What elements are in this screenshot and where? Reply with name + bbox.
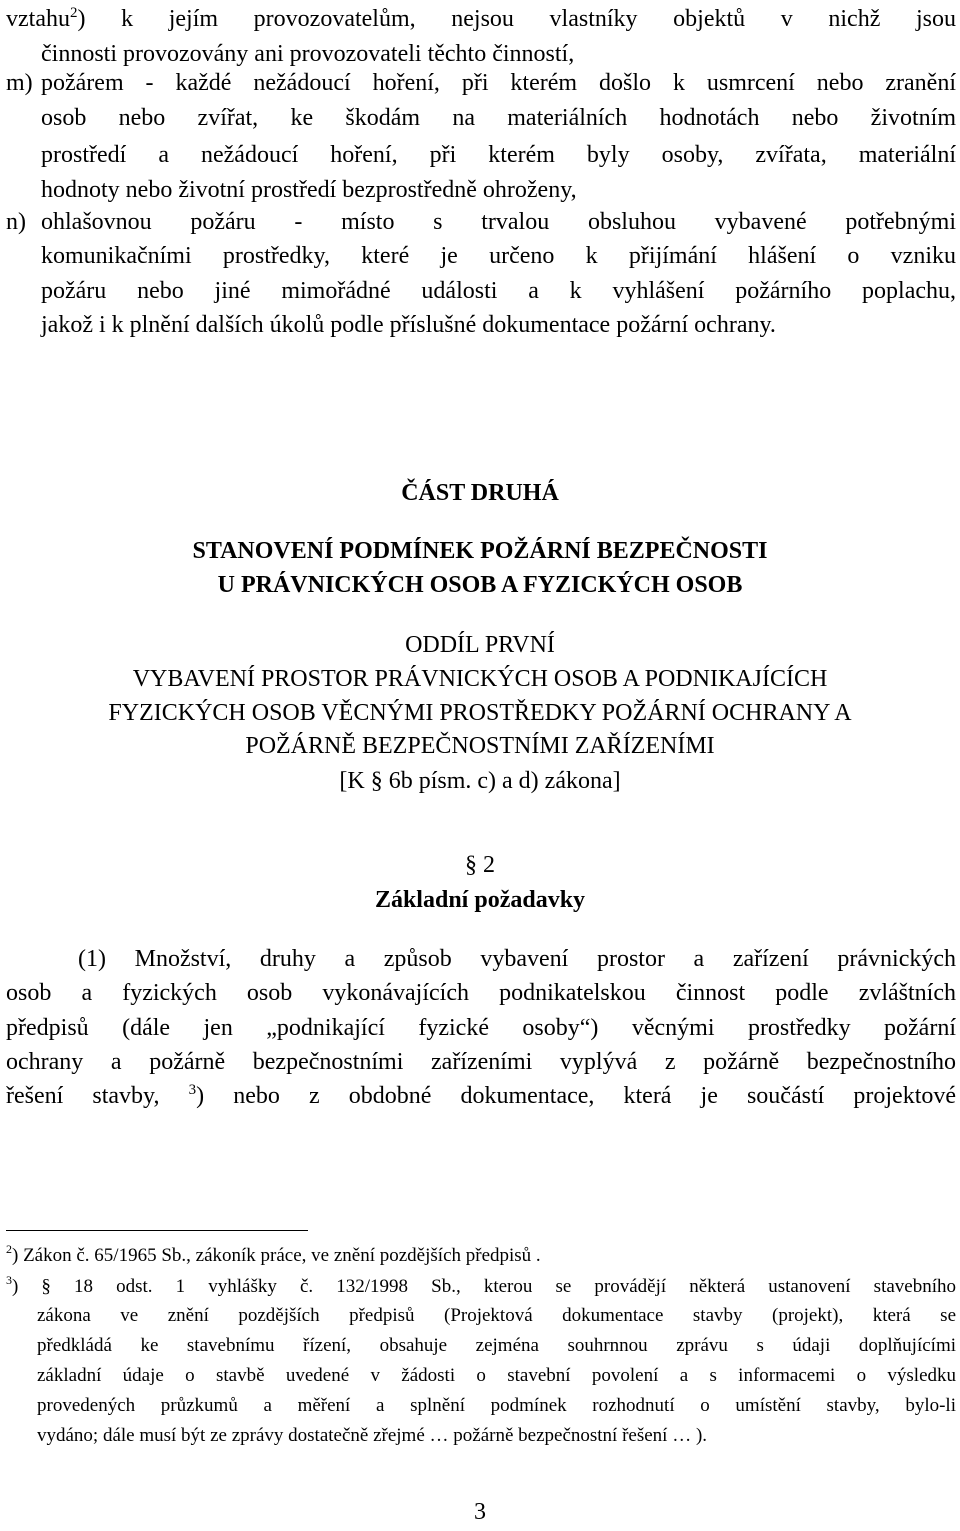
page-number: 3 [474,1499,486,1525]
list-marker-n: n) [6,209,26,235]
text-line: prostředí a nežádoucí hoření, při kterém byly osoby, zvířata, materiální [41,142,956,168]
footnote-line: zákona ve znění pozdějších předpisů (Projektová dokumentace stavby (projekt), která se [37,1305,956,1326]
footnote-line: předkládá ke stavebnímu řízení, obsahuje zejména souhrnnou zprávu s údaji doplňujícími [37,1335,956,1356]
section-title-line: FYZICKÝCH OSOB VĚCNÝMI PROSTŘEDKY POŽÁRNÍ OCHRANY A [108,700,852,726]
footnote: $^3$) § 18 odst. 1 vyhlášky č. 132/1998 Sb., kterou se provádějí některá ustanovení stavebního [6,1273,956,1297]
paragraph-title: Základní požadavky [374,887,586,913]
text-line: osob nebo zvířat, ke škodám na materiálních hodnotách nebo životním [41,105,956,131]
footnote-line: vydáno; dále musí být ze zprávy dostatečně zřejmé … požárně bezpečnostní řešení … ). [37,1425,708,1446]
part-heading: ČÁST DRUHÁ [401,480,559,506]
list-marker-m: m) [6,70,33,96]
footnote: $^2$) Zákon č. 65/1965 Sb., zákoník práce, ve znění pozdějších předpisů . [6,1242,541,1266]
part-title-line: U PRÁVNICKÝCH OSOB A FYZICKÝCH OSOB [217,572,743,598]
footnote-separator [6,1230,308,1231]
text-line: požárem - každé nežádoucí hoření, při kterém došlo k usmrcení nebo zranění [41,70,956,96]
text-line: hodnoty nebo životní prostředí bezprostředně ohroženy, [41,177,577,203]
body-line: ochrany a požárně bezpečnostními zařízeními vyplývá z požárně bezpečnostního [6,1049,956,1075]
body-line: předpisů (dále jen „podnikající fyzické osoby“) věcnými prostředky požární [6,1015,956,1041]
text-line: ohlašovnou požáru - místo s trvalou obsluhou vybavené potřebnými [41,209,956,235]
text-line: požáru nebo jiné mimořádné události a k vyhlášení požárního poplachu, [41,278,956,304]
text-line: vztahu$^2$) k jejím provozovatelům, nejsou vlastníky objektů v nichž jsou [6,5,956,32]
section-heading: ODDÍL PRVNÍ [405,632,555,658]
footnote-line: základní údaje o stavbě uvedené v žádosti o stavební povolení a s informacemi o výsledku [37,1365,956,1386]
part-title-line: STANOVENÍ PODMÍNEK POŽÁRNÍ BEZPEČNOSTI [192,538,768,564]
text-line: komunikačními prostředky, které je určeno k přijímání hlášení o vzniku [41,243,956,269]
text-line: činnosti provozovány ani provozovateli těchto činností, [41,41,575,67]
text-line: jakož i k plnění dalších úkolů podle příslušné dokumentace požární ochrany. [41,312,776,338]
body-line: (1) Množství, druhy a způsob vybavení prostor a zařízení právnických [78,946,956,972]
body-line: osob a fyzických osob vykonávajících podnikatelskou činnost podle zvláštních [6,980,956,1006]
section-title-line: POŽÁRNĚ BEZPEČNOSTNÍMI ZAŘÍZENÍMI [245,733,715,759]
footnote-line: provedených průzkumů a měření a splnění podmínek rozhodnutí o umístění stavby, bylo-li [37,1395,956,1416]
law-reference: [K § 6b písm. c) a d) zákona] [339,768,621,794]
body-line: řešení stavby, $^3$) nebo z obdobné dokumentace, která je součástí projektové [6,1082,957,1109]
paragraph-number: § 2 [465,852,495,878]
section-title-line: VYBAVENÍ PROSTOR PRÁVNICKÝCH OSOB A PODNIKAJÍCÍCH [132,666,828,692]
